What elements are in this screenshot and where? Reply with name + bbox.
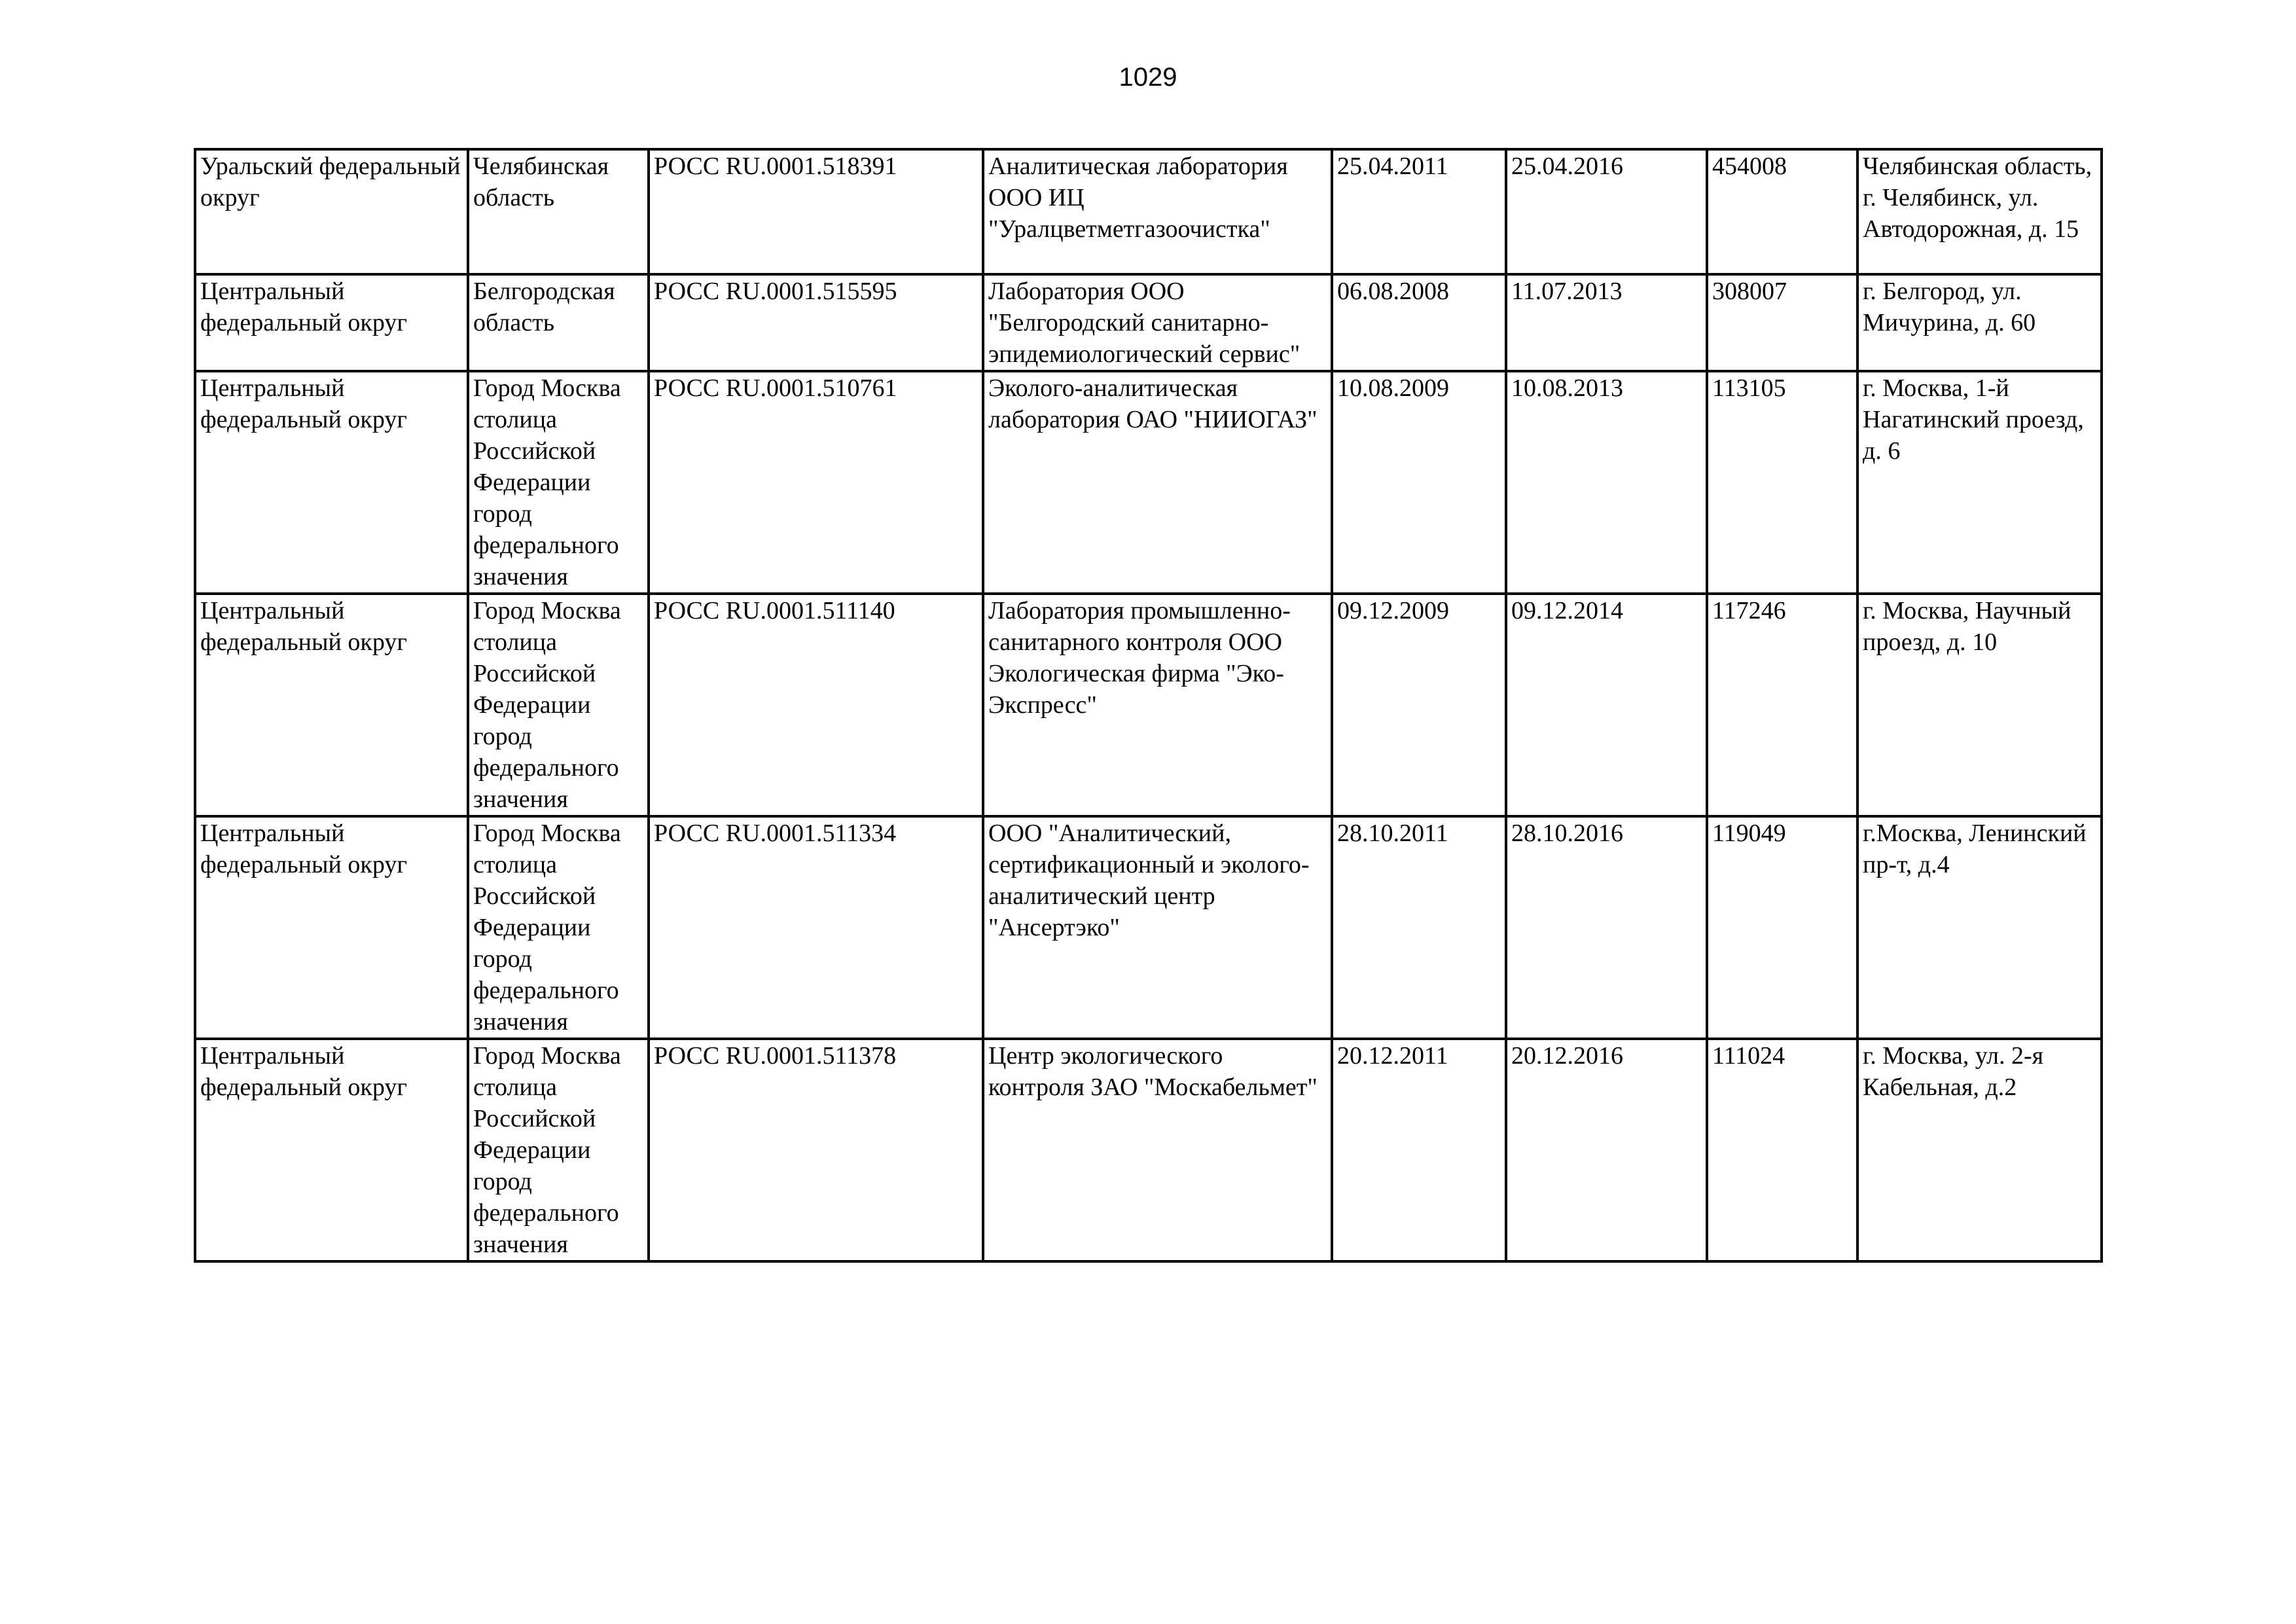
table-row xyxy=(195,594,2102,816)
cell-address: г. Москва, ул. 2-я Кабельная, д.2 xyxy=(1857,1039,2102,1261)
cell-postcode: 111024 xyxy=(1707,1039,1857,1261)
cell-federal-district: Центральный федеральный округ xyxy=(195,594,468,816)
laboratory-registry-table xyxy=(194,148,2103,1263)
table-row xyxy=(195,1039,2102,1261)
table-row xyxy=(195,371,2102,594)
cell-organization: Лаборатория промышленно- санитарного контроля ООО Экологическая фирма "Эко- Экспресс" xyxy=(983,594,1332,816)
cell-issue-date: 06.08.2008 xyxy=(1332,274,1506,371)
cell-expiry-date: 09.12.2014 xyxy=(1506,594,1707,816)
cell-organization: Аналитическая лаборатория ООО ИЦ "Уралцветметгазоочистка" xyxy=(983,149,1332,274)
page-number: 1029 xyxy=(1119,63,1177,92)
cell-expiry-date: 11.07.2013 xyxy=(1506,274,1707,371)
table-row xyxy=(195,149,2102,274)
cell-federal-district: Центральный федеральный округ xyxy=(195,816,468,1039)
cell-issue-date: 20.12.2011 xyxy=(1332,1039,1506,1261)
cell-certificate-number: РОСС RU.0001.510761 xyxy=(649,371,983,594)
cell-address: Челябинская область, г. Челябинск, ул. Автодорожная, д. 15 xyxy=(1857,149,2102,274)
cell-federal-district: Центральный федеральный округ xyxy=(195,1039,468,1261)
cell-certificate-number: РОСС RU.0001.511334 xyxy=(649,816,983,1039)
cell-federal-district: Центральный федеральный округ xyxy=(195,371,468,594)
cell-region: Город Москва столица Российской Федерации город федерального значения xyxy=(468,371,649,594)
cell-organization: Лаборатория ООО "Белгородский санитарно- эпидемиологический сервис" xyxy=(983,274,1332,371)
cell-organization: Центр экологического контроля ЗАО "Москабельмет" xyxy=(983,1039,1332,1261)
cell-expiry-date: 25.04.2016 xyxy=(1506,149,1707,274)
cell-postcode: 113105 xyxy=(1707,371,1857,594)
cell-federal-district: Центральный федеральный округ xyxy=(195,274,468,371)
cell-region: Город Москва столица Российской Федерации город федерального значения xyxy=(468,816,649,1039)
cell-organization: ООО "Аналитический, сертификационный и эколого- аналитический центр "Ансертэко" xyxy=(983,816,1332,1039)
cell-postcode: 454008 xyxy=(1707,149,1857,274)
cell-address: г.Москва, Ленинский пр-т, д.4 xyxy=(1857,816,2102,1039)
cell-address: г. Белгород, ул. Мичурина, д. 60 xyxy=(1857,274,2102,371)
cell-postcode: 308007 xyxy=(1707,274,1857,371)
table-row xyxy=(195,274,2102,371)
cell-address: г. Москва, Научный проезд, д. 10 xyxy=(1857,594,2102,816)
cell-federal-district: Уральский федеральный округ xyxy=(195,149,468,274)
cell-issue-date: 25.04.2011 xyxy=(1332,149,1506,274)
cell-certificate-number: РОСС RU.0001.511378 xyxy=(649,1039,983,1261)
cell-certificate-number: РОСС RU.0001.515595 xyxy=(649,274,983,371)
cell-issue-date: 28.10.2011 xyxy=(1332,816,1506,1039)
cell-postcode: 117246 xyxy=(1707,594,1857,816)
cell-expiry-date: 20.12.2016 xyxy=(1506,1039,1707,1261)
cell-certificate-number: РОСС RU.0001.511140 xyxy=(649,594,983,816)
cell-expiry-date: 28.10.2016 xyxy=(1506,816,1707,1039)
cell-region: Город Москва столица Российской Федерации город федерального значения xyxy=(468,594,649,816)
cell-organization: Эколого-аналитическая лаборатория ОАО "НИИОГАЗ" xyxy=(983,371,1332,594)
cell-postcode: 119049 xyxy=(1707,816,1857,1039)
cell-address: г. Москва, 1-й Нагатинский проезд, д. 6 xyxy=(1857,371,2102,594)
table-row xyxy=(195,816,2102,1039)
cell-issue-date: 10.08.2009 xyxy=(1332,371,1506,594)
cell-region: Белгородская область xyxy=(468,274,649,371)
cell-certificate-number: РОСС RU.0001.518391 xyxy=(649,149,983,274)
cell-expiry-date: 10.08.2013 xyxy=(1506,371,1707,594)
cell-region: Челябинская область xyxy=(468,149,649,274)
cell-region: Город Москва столица Российской Федерации город федерального значения xyxy=(468,1039,649,1261)
cell-issue-date: 09.12.2009 xyxy=(1332,594,1506,816)
